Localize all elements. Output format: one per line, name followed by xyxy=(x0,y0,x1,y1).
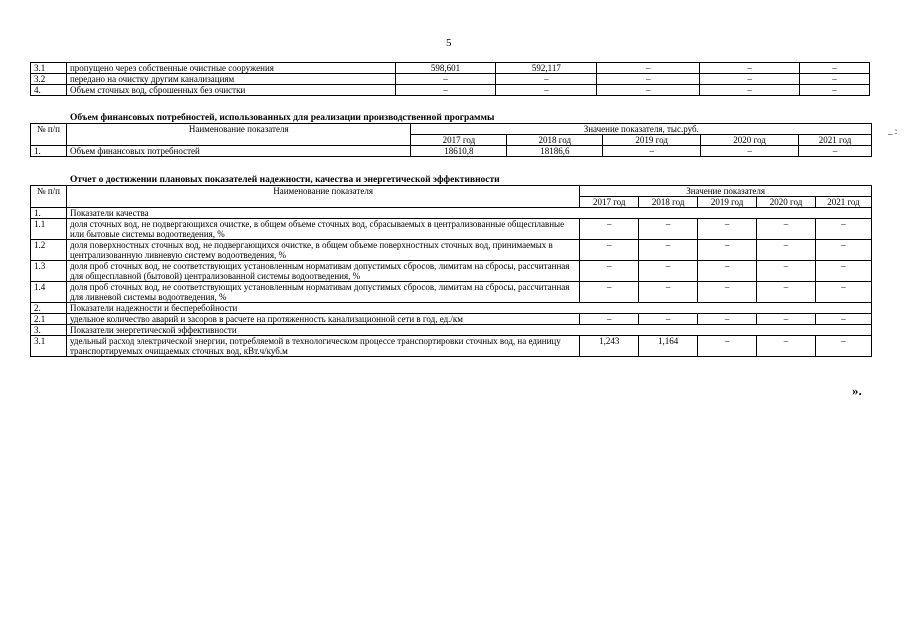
table-row xyxy=(31,74,870,85)
year-header: 2019 год xyxy=(698,197,757,208)
table-row xyxy=(31,146,872,157)
financial-needs-table xyxy=(30,123,872,157)
table-row xyxy=(31,314,872,325)
row-value: – xyxy=(580,282,639,303)
row-number: 1.3 xyxy=(31,261,67,282)
row-name: доля поверхностных сточных вод, не подвергающихся очистке, в общем объеме поверхностных сточных вод, принимаемых в централизованную ливневую систему водоотведения, % xyxy=(66,240,579,261)
row-value: – xyxy=(698,336,757,357)
row-value: – xyxy=(496,74,597,85)
row-value: – xyxy=(580,240,639,261)
row-value: – xyxy=(698,282,757,303)
row-value: – xyxy=(700,63,800,74)
closing-quote: ». xyxy=(852,383,862,398)
row-value: 18186,6 xyxy=(507,146,603,157)
row-name: пропущено через собственные очистные сооружения xyxy=(66,63,395,74)
row-value: – xyxy=(597,85,700,96)
row-name: удельный расход электрической энергии, потребляемой в технологическом процессе транспортировки сточных вод, на единицу транспортируемых очищаемых сточных вод, кВт.ч/куб.м xyxy=(66,336,579,357)
row-value: – xyxy=(816,336,872,357)
row-value: – xyxy=(700,74,800,85)
group-name: Показатели надежности и бесперебойности xyxy=(66,303,871,314)
row-value: – xyxy=(597,63,700,74)
table-row xyxy=(31,240,872,261)
year-header: 2018 год xyxy=(507,135,603,146)
indicators-report-table xyxy=(30,185,872,357)
page-number: 5 xyxy=(446,37,452,49)
row-value: – xyxy=(698,314,757,325)
row-value: – xyxy=(698,219,757,240)
col-name-header: Наименование показателя xyxy=(66,124,411,146)
row-value: – xyxy=(757,336,816,357)
table-row xyxy=(31,336,872,357)
row-value: – xyxy=(639,314,698,325)
margin-mark: _ : xyxy=(888,126,898,136)
row-value: – xyxy=(603,146,701,157)
financial-needs-title: Объем финансовых потребностей, использованных для реализации производственной программы xyxy=(70,113,495,123)
group-name: Показатели качества xyxy=(66,208,871,219)
row-value: – xyxy=(639,282,698,303)
row-value: 18610,8 xyxy=(411,146,507,157)
row-value: – xyxy=(700,85,800,96)
table-row xyxy=(31,63,870,74)
row-value: – xyxy=(799,146,872,157)
year-header: 2019 год xyxy=(603,135,701,146)
group-name: Показатели энергетической эффективности xyxy=(66,325,871,336)
row-name: удельное количество аварий и засоров в расчете на протяженность канализационной сети в год, ед./км xyxy=(66,314,579,325)
row-value: – xyxy=(816,282,872,303)
row-value: 1,164 xyxy=(639,336,698,357)
row-number: 1. xyxy=(31,146,67,157)
year-header: 2020 год xyxy=(757,197,816,208)
row-value: – xyxy=(580,261,639,282)
row-value: – xyxy=(698,261,757,282)
row-value: – xyxy=(757,282,816,303)
row-value: – xyxy=(816,219,872,240)
row-value: – xyxy=(395,85,496,96)
row-value: – xyxy=(816,314,872,325)
row-value: – xyxy=(639,261,698,282)
row-name: Объем сточных вод, сброшенных без очистки xyxy=(66,85,395,96)
row-number: 3.1 xyxy=(31,63,67,74)
row-value: – xyxy=(580,314,639,325)
row-value: – xyxy=(395,74,496,85)
row-value: 1,243 xyxy=(580,336,639,357)
row-number: 1.2 xyxy=(31,240,67,261)
row-value: – xyxy=(800,85,870,96)
row-value: – xyxy=(757,314,816,325)
row-number: 1.1 xyxy=(31,219,67,240)
row-value: – xyxy=(698,240,757,261)
row-name: Объем финансовых потребностей xyxy=(66,146,411,157)
row-number: 1. xyxy=(31,208,67,219)
row-value: – xyxy=(639,219,698,240)
table-row xyxy=(31,261,872,282)
row-name: доля проб сточных вод, не соответствующих установленным нормативам допустимых сбросов, лимитам на сбросы, рассчитанная для ливневой системы водоотведения, % xyxy=(66,282,579,303)
table-row xyxy=(31,219,872,240)
year-header: 2018 год xyxy=(639,197,698,208)
year-header: 2017 год xyxy=(580,197,639,208)
col-value-header: Значение показателя, тыс.руб. xyxy=(411,124,872,135)
col-name-header: Наименование показателя xyxy=(66,186,579,208)
col-num-header: № п/п xyxy=(31,186,67,208)
row-value: – xyxy=(800,74,870,85)
row-name: доля сточных вод, не подвергающихся очистке, в общем объеме сточных вод, сбрасываемых в централизованные общесплавные или бытовые системы водоотведения, % xyxy=(66,219,579,240)
col-num-header: № п/п xyxy=(31,124,67,146)
row-number: 1.4 xyxy=(31,282,67,303)
row-number: 2. xyxy=(31,303,67,314)
row-value: – xyxy=(580,219,639,240)
row-value: – xyxy=(639,240,698,261)
wastewater-volume-table xyxy=(30,62,870,96)
year-header: 2020 год xyxy=(701,135,799,146)
row-value: – xyxy=(816,261,872,282)
row-value: 598,601 xyxy=(395,63,496,74)
row-number: 3. xyxy=(31,325,67,336)
table-row xyxy=(31,85,870,96)
row-value: – xyxy=(757,261,816,282)
row-value: – xyxy=(816,240,872,261)
year-header: 2017 год xyxy=(411,135,507,146)
group-row xyxy=(31,303,872,314)
row-number: 3.1 xyxy=(31,336,67,357)
indicators-report-title: Отчет о достижении плановых показателей надежности, качества и энергетической эффективности xyxy=(70,175,500,185)
table-row xyxy=(31,282,872,303)
row-name: передано на очистку другим канализациям xyxy=(66,74,395,85)
row-name: доля проб сточных вод, не соответствующих установленным нормативам допустимых сбросов, лимитам на сбросы, рассчитанная для общесплавной (бытовой) централизованной системы водоотведения, % xyxy=(66,261,579,282)
row-value: – xyxy=(597,74,700,85)
row-number: 3.2 xyxy=(31,74,67,85)
row-value: – xyxy=(496,85,597,96)
group-row xyxy=(31,325,872,336)
year-header: 2021 год xyxy=(816,197,872,208)
row-number: 2.1 xyxy=(31,314,67,325)
year-header: 2021 год xyxy=(799,135,872,146)
row-value: – xyxy=(757,219,816,240)
col-value-header: Значение показателя xyxy=(580,186,872,197)
row-value: – xyxy=(800,63,870,74)
row-value: 592,117 xyxy=(496,63,597,74)
group-row xyxy=(31,208,872,219)
row-number: 4. xyxy=(31,85,67,96)
row-value: – xyxy=(757,240,816,261)
row-value: – xyxy=(701,146,799,157)
